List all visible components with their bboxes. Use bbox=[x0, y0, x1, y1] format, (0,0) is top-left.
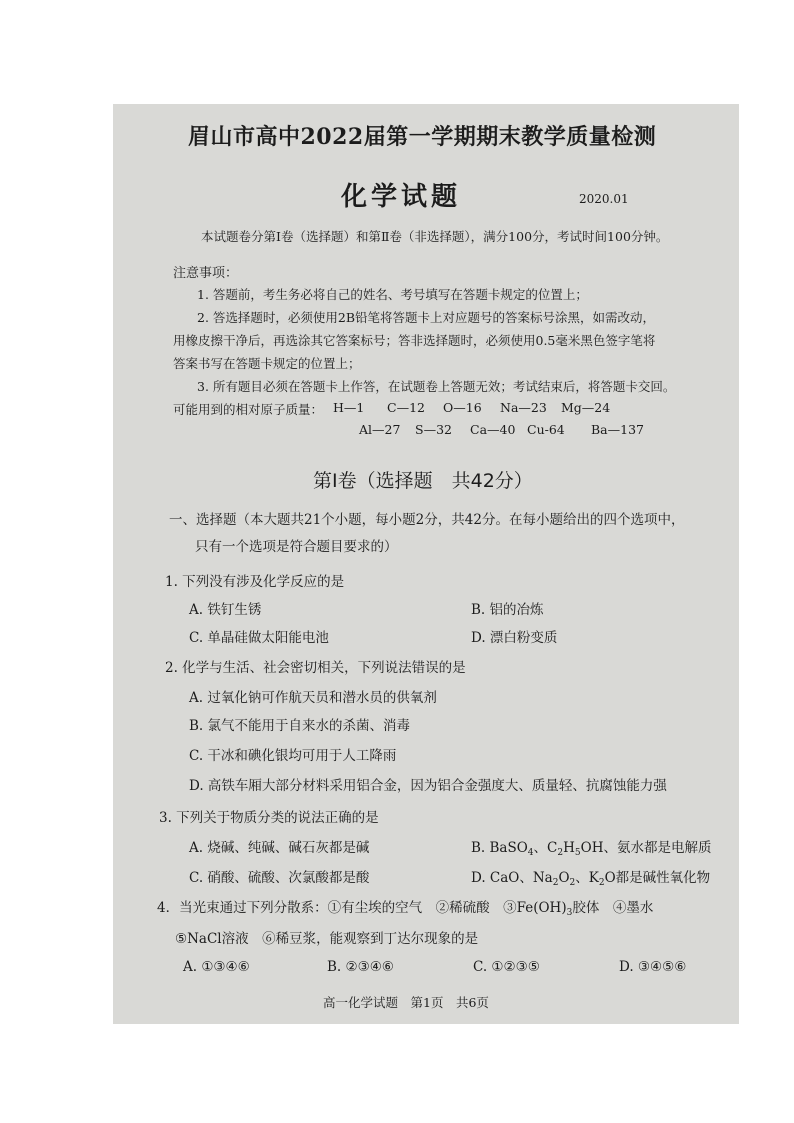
exam-page bbox=[113, 104, 739, 1024]
atomic-mass: S—32 bbox=[415, 422, 452, 437]
notice-item-1: 1. 答题前，考生务必将自己的姓名、考号填写在答题卡规定的位置上； bbox=[197, 287, 588, 302]
question-1-option-c: C. 单晶硅做太阳能电池 bbox=[189, 630, 329, 646]
atomic-mass-label: 可能用到的相对原子质量： bbox=[173, 402, 324, 417]
question-3-stem: 3. 下列关于物质分类的说法正确的是 bbox=[159, 810, 379, 826]
question-4-option-d: D. ③④⑤⑥ bbox=[619, 959, 687, 975]
section-instruction-cont: 只有一个选项是符合题目要求的） bbox=[195, 539, 398, 555]
notice-heading: 注意事项： bbox=[173, 266, 239, 281]
question-1-option-b: B. 铝的冶炼 bbox=[471, 602, 544, 618]
section-instruction: 一、选择题（本大题共21个小题，每小题2分，共42分。在每小题给出的四个选项中， bbox=[169, 512, 685, 528]
question-4-option-c: C. ①②③⑤ bbox=[473, 959, 540, 975]
atomic-mass: O—16 bbox=[443, 400, 482, 415]
question-1-option-a: A. 铁钉生锈 bbox=[189, 602, 262, 618]
question-4-stem: 4．当光束通过下列分散系：①有尘埃的空气 ②稀硫酸 $③Fe(OH)_3$胶体 ④墨水 bbox=[157, 900, 654, 918]
question-3-option-b: B. BaSO$_4$、$C_2H_5OH$、氨水都是电解质 bbox=[471, 840, 712, 858]
question-3-option-d: D. CaO、$Na_2O_2$、$K_2O$都是碱性氧化物 bbox=[471, 870, 711, 888]
atomic-mass: Mg—24 bbox=[561, 400, 611, 415]
atomic-mass: Ba—137 bbox=[591, 422, 644, 437]
question-4-stem-cont: ⑤NaCl溶液 ⑥稀豆浆，能观察到丁达尔现象的是 bbox=[175, 931, 479, 947]
question-4-option-a: A. ①③④⑥ bbox=[183, 959, 250, 975]
notice-item-2: 2. 答选择题时，必须使用2B铅笔将答题卡上对应题号的答案标号涂黑，如需改动， bbox=[197, 310, 656, 325]
notice-item-3: 3. 所有题目必须在答题卡上作答，在试题卷上答题无效；考试结束后，将答题卡交回。 bbox=[197, 379, 676, 394]
page-footer: 高一化学试题 第1页 共6页 bbox=[323, 995, 489, 1010]
notice-item-2-end: 答案书写在答题卡规定的位置上； bbox=[173, 356, 361, 371]
exam-title: 眉山市高中2022届第一学期期末教学质量检测 bbox=[188, 124, 657, 150]
question-2-option-b: B. 氯气不能用于自来水的杀菌、消毒 bbox=[189, 718, 411, 734]
question-1-stem: 1. 下列没有涉及化学反应的是 bbox=[165, 574, 345, 590]
atomic-mass: H—1 bbox=[333, 400, 365, 415]
question-2-option-c: C. 干冰和碘化银均可用于人工降雨 bbox=[189, 748, 397, 764]
question-1-option-d: D. 漂白粉变质 bbox=[471, 630, 558, 646]
question-3-option-c: C. 硝酸、硫酸、次氯酸都是酸 bbox=[189, 870, 370, 886]
atomic-mass: C—12 bbox=[387, 400, 425, 415]
notice-item-2-cont: 用橡皮擦干净后，再选涂其它答案标号；答非选择题时，必须使用0.5毫米黑色签字笔将 bbox=[173, 333, 656, 348]
exam-date: 2020.01 bbox=[579, 192, 629, 206]
atomic-mass: Ca—40 bbox=[470, 422, 516, 437]
subject-title: 化学试题 bbox=[341, 182, 462, 212]
section-title: 第Ⅰ卷（选择题 共42分） bbox=[313, 470, 533, 492]
question-4-option-b: B. ②③④⑥ bbox=[327, 959, 394, 975]
exam-intro: 本试题卷分第Ⅰ卷（选择题）和第Ⅱ卷（非选择题），满分100分，考试时间100分钟。 bbox=[201, 229, 669, 244]
atomic-mass: Na—23 bbox=[500, 400, 547, 415]
atomic-mass: Cu-64 bbox=[527, 422, 565, 437]
atomic-mass: Al—27 bbox=[359, 422, 401, 437]
question-2-option-d: D. 高铁车厢大部分材料采用铝合金，因为铝合金强度大、质量轻、抗腐蚀能力强 bbox=[189, 778, 667, 794]
question-3-option-a: A. 烧碱、纯碱、碱石灰都是碱 bbox=[189, 840, 370, 856]
question-2-option-a: A. 过氧化钠可作航天员和潜水员的供氧剂 bbox=[189, 690, 437, 706]
question-2-stem: 2. 化学与生活、社会密切相关，下列说法错误的是 bbox=[165, 660, 466, 676]
